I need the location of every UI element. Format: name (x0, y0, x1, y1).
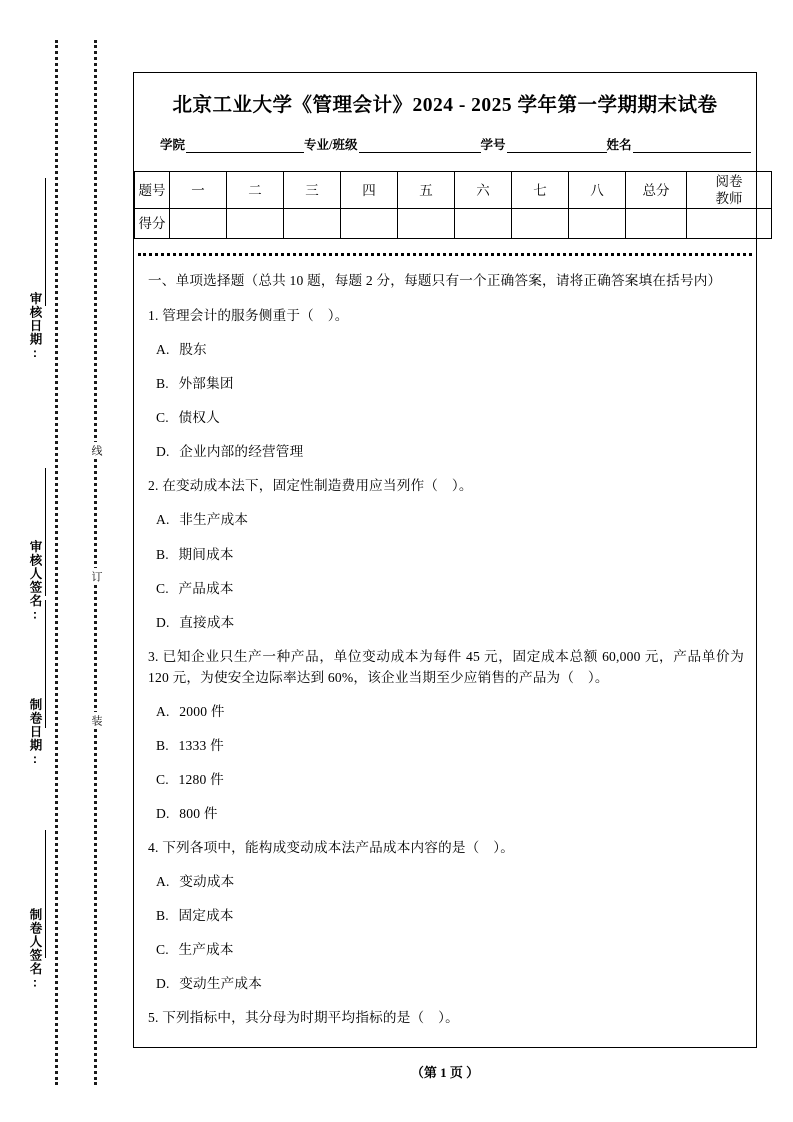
paper-date-label: 制卷日期: (28, 698, 42, 767)
grader-label-line1: 阅卷 (715, 174, 743, 189)
field-student-id (481, 135, 607, 153)
question-number: 4. (148, 840, 159, 856)
option-text: 企业内部的经营管理 (179, 444, 304, 460)
score-col-header-total: 总分 (626, 172, 687, 209)
score-cell-3[interactable] (284, 209, 341, 239)
row-label-score-char: 得分 (138, 216, 166, 231)
row-label-question-no-char1: 题号 (138, 182, 166, 198)
option-letter: D. (156, 444, 170, 460)
option-item[interactable] (156, 509, 744, 530)
score-cell-7[interactable] (512, 209, 569, 239)
question-content-area (148, 270, 744, 1028)
binding-mark-line: 线 (86, 442, 104, 459)
field-student-name-label: 姓名 (606, 138, 632, 152)
option-letter: D. (156, 976, 170, 992)
option-item[interactable] (156, 407, 744, 428)
question-stem (148, 1007, 744, 1028)
option-text: 期间成本 (178, 546, 234, 562)
dotted-separator (138, 253, 752, 256)
binding-sidebar (0, 0, 122, 1122)
option-letter: C. (156, 580, 169, 596)
question-text: 已知企业只生产一种产品，单位变动成本为每件 45 元，固定成本总额 60,000 元，产品单价为 120 元，为使安全边际率达到 60%，该企业当期至少应销售的产品为（ ）。 (148, 648, 744, 685)
option-text: 外部集团 (178, 376, 234, 392)
option-item[interactable] (156, 939, 744, 960)
question-stem (148, 305, 744, 326)
question-stem (148, 837, 744, 858)
question-stem (148, 646, 744, 688)
option-text: 固定成本 (178, 908, 234, 924)
question-text: 下列指标中，其分母为时期平均指标的是（ ）。 (162, 1010, 459, 1026)
binding-mark-pack: 装 (86, 712, 104, 729)
score-cell-8[interactable] (569, 209, 626, 239)
option-letter: A. (156, 342, 170, 358)
option-item[interactable] (156, 735, 744, 756)
question-text: 管理会计的服务侧重于（ ）。 (162, 308, 349, 324)
option-text: 2000 件 (179, 703, 225, 719)
field-student-name-input[interactable] (633, 139, 751, 153)
score-cell-2[interactable] (227, 209, 284, 239)
field-major-class (304, 135, 480, 153)
score-col-header-8: 八 (569, 172, 626, 209)
option-item[interactable] (156, 769, 744, 790)
option-text: 债权人 (178, 410, 220, 426)
score-col-header-1: 一 (170, 172, 227, 209)
score-col-header-2: 二 (227, 172, 284, 209)
option-text: 变动成本 (179, 874, 235, 890)
option-item[interactable] (156, 871, 744, 892)
option-text: 变动生产成本 (179, 976, 262, 992)
option-item[interactable] (156, 612, 744, 633)
table-row-scores (135, 209, 772, 239)
option-text: 直接成本 (179, 614, 235, 630)
score-table (134, 171, 772, 239)
binding-mark-bind: 订 (86, 568, 104, 585)
option-letter: B. (156, 737, 169, 753)
option-letter: B. (156, 546, 169, 562)
option-text: 股东 (179, 342, 207, 358)
score-col-header-7: 七 (512, 172, 569, 209)
score-col-header-grader (687, 172, 772, 209)
field-student-id-input[interactable] (507, 139, 607, 153)
question-number: 1. (148, 308, 159, 324)
option-letter: B. (156, 376, 169, 392)
student-info-fields (160, 135, 734, 153)
review-date-rule (45, 178, 46, 306)
score-cell-6[interactable] (455, 209, 512, 239)
score-col-header-3: 三 (284, 172, 341, 209)
option-letter: C. (156, 410, 169, 426)
field-student-name (607, 135, 751, 153)
question-text: 下列各项中，能构成变动成本法产品成本内容的是（ ）。 (162, 840, 515, 856)
question-stem (148, 475, 744, 496)
option-letter: A. (156, 703, 170, 719)
field-student-id-label: 学号 (480, 138, 506, 152)
score-cell-1[interactable] (170, 209, 227, 239)
field-college-label: 学院 (160, 138, 186, 152)
option-text: 1333 件 (178, 737, 224, 753)
option-text: 生产成本 (178, 942, 234, 958)
option-letter: B. (156, 908, 169, 924)
score-cell-4[interactable] (341, 209, 398, 239)
field-major-class-label: 专业/班级 (304, 138, 358, 152)
binding-dotted-line-inner (94, 40, 97, 1085)
option-item[interactable] (156, 339, 744, 360)
option-text: 800 件 (179, 806, 218, 821)
option-text: 非生产成本 (179, 512, 249, 528)
option-text: 1280 件 (178, 771, 224, 787)
table-row-question-numbers (135, 172, 772, 209)
question-number: 3. (148, 648, 159, 664)
exam-paper-container (133, 72, 757, 1048)
option-item[interactable] (156, 578, 744, 599)
question-text: 在变动成本法下，固定性制造费用应当列作（ ）。 (162, 478, 473, 494)
option-letter: D. (156, 806, 170, 821)
option-item[interactable] (156, 803, 744, 824)
score-col-header-5: 五 (398, 172, 455, 209)
grader-label-line2: 教师 (715, 191, 743, 206)
option-letter: C. (156, 771, 169, 787)
question-number: 2. (148, 478, 159, 494)
page-footer: （第 1 页 ） (410, 1065, 480, 1080)
score-cell-grader[interactable] (687, 209, 772, 239)
option-item[interactable] (156, 973, 744, 994)
option-letter: D. (156, 614, 170, 630)
score-col-header-4: 四 (341, 172, 398, 209)
review-date-label: 审核日期: (28, 292, 42, 361)
option-item[interactable] (156, 441, 744, 462)
question-number: 5. (148, 1010, 159, 1026)
option-item[interactable] (156, 373, 744, 394)
option-item[interactable] (156, 905, 744, 926)
row-label-question-no (135, 172, 170, 209)
field-major-class-input[interactable] (359, 139, 481, 153)
option-text: 产品成本 (178, 580, 234, 596)
option-item[interactable] (156, 544, 744, 565)
binding-dotted-line-outer (55, 40, 58, 1085)
field-college-input[interactable] (186, 139, 304, 153)
score-col-header-6: 六 (455, 172, 512, 209)
option-letter: A. (156, 512, 170, 528)
paper-author-signature-label: 制卷人签名: (28, 908, 42, 991)
score-cell-total[interactable] (626, 209, 687, 239)
option-letter: A. (156, 874, 170, 890)
reviewer-signature-label: 审核人签名: (28, 540, 42, 623)
score-cell-5[interactable] (398, 209, 455, 239)
row-label-score (135, 209, 170, 239)
option-item[interactable] (156, 701, 744, 722)
section-heading: 一、单项选择题（总共 10 题，每题 2 分，每题只有一个正确答案，请将正确答案填在括号内） (148, 273, 722, 288)
option-letter: C. (156, 942, 169, 958)
page-title: 北京工业大学《管理会计》2024 - 2025 学年第一学期期末试卷 (172, 95, 718, 116)
field-college (160, 135, 304, 153)
